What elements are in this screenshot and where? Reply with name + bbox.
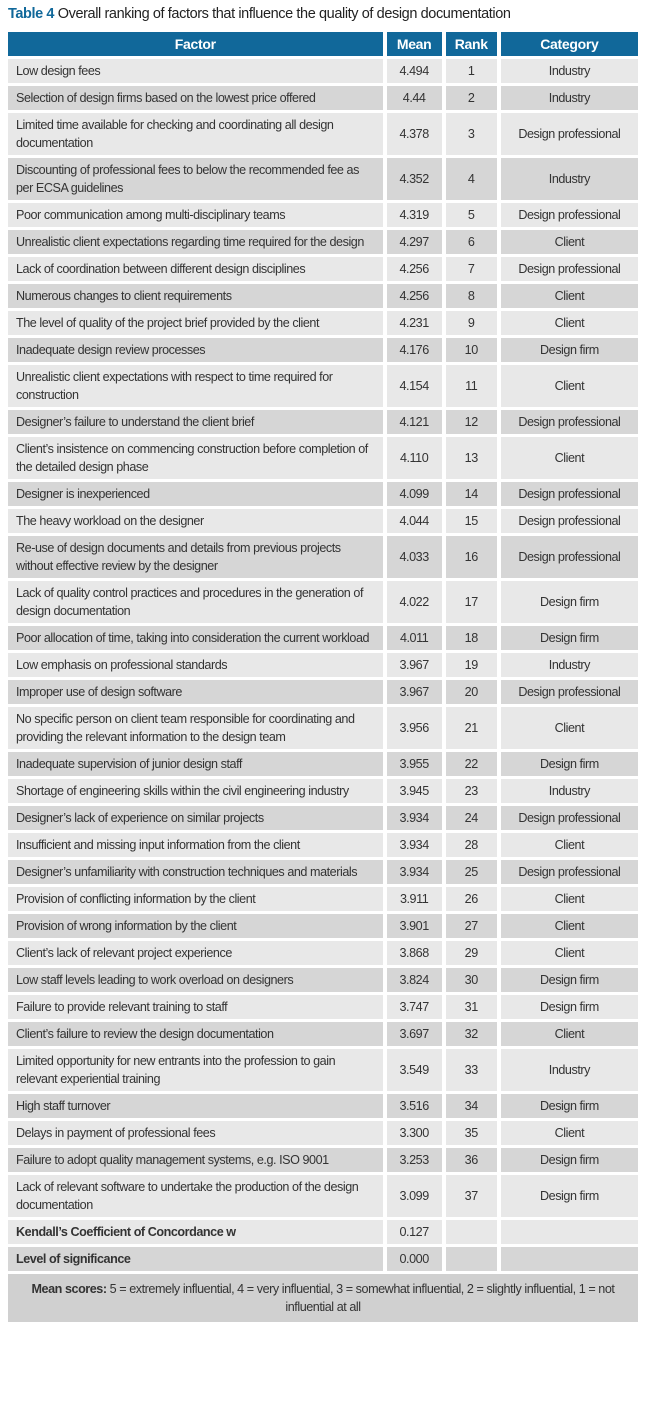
cell-factor: The level of quality of the project brief provided by the client (8, 311, 383, 335)
cell-factor: Low staff levels leading to work overload on designers (8, 968, 383, 992)
stat-row (8, 1220, 638, 1244)
cell-category: Client (501, 230, 638, 254)
cell-mean: 4.319 (387, 203, 442, 227)
cell-rank: 11 (446, 365, 497, 407)
cell-category: Industry (501, 653, 638, 677)
table-caption (8, 6, 511, 22)
cell-rank: 4 (446, 158, 497, 200)
cell-factor: Provision of wrong information by the client (8, 914, 383, 938)
cell-factor: Selection of design firms based on the lowest price offered (8, 86, 383, 110)
cell-rank: 3 (446, 113, 497, 155)
cell-category: Design firm (501, 1175, 638, 1217)
cell-category: Design professional (501, 410, 638, 434)
cell-factor: No specific person on client team responsible for coordinating and providing the relevant information to the design team (8, 707, 383, 749)
table-row (8, 1175, 638, 1217)
table-row (8, 437, 638, 479)
cell-rank: 28 (446, 833, 497, 857)
table-row (8, 626, 638, 650)
cell-mean: 4.176 (387, 338, 442, 362)
table-row (8, 230, 638, 254)
cell-factor: Failure to adopt quality management systems, e.g. ISO 9001 (8, 1148, 383, 1172)
table-row (8, 1049, 638, 1091)
stat-value: 0.000 (387, 1247, 442, 1271)
cell-category: Client (501, 887, 638, 911)
cell-mean: 4.297 (387, 230, 442, 254)
cell-rank: 18 (446, 626, 497, 650)
cell-mean: 3.934 (387, 860, 442, 884)
note-text: 5 = extremely influential, 4 = very influential, 3 = somewhat influential, 2 = slightly influential, 1 = not influential at all (106, 1282, 615, 1314)
cell-category: Industry (501, 59, 638, 83)
cell-category: Industry (501, 86, 638, 110)
stat-value: 0.127 (387, 1220, 442, 1244)
cell-factor: Designer’s lack of experience on similar projects (8, 806, 383, 830)
table-row (8, 257, 638, 281)
table-row (8, 410, 638, 434)
cell-rank: 24 (446, 806, 497, 830)
cell-category: Design firm (501, 338, 638, 362)
table-row (8, 752, 638, 776)
cell-mean: 4.352 (387, 158, 442, 200)
cell-mean: 4.256 (387, 284, 442, 308)
note-row (8, 1274, 638, 1322)
cell-factor: Inadequate supervision of junior design staff (8, 752, 383, 776)
cell-rank: 10 (446, 338, 497, 362)
cell-category: Client (501, 437, 638, 479)
cell-rank: 27 (446, 914, 497, 938)
ranking-table (4, 29, 642, 1325)
cell-rank: 32 (446, 1022, 497, 1046)
cell-rank: 6 (446, 230, 497, 254)
cell-factor: Unrealistic client expectations with respect to time required for construction (8, 365, 383, 407)
cell-category: Design professional (501, 257, 638, 281)
cell-factor: Lack of relevant software to undertake the production of the design documentation (8, 1175, 383, 1217)
cell-category: Design professional (501, 203, 638, 227)
table-row (8, 680, 638, 704)
cell-factor: The heavy workload on the designer (8, 509, 383, 533)
cell-mean: 3.956 (387, 707, 442, 749)
cell-factor: Shortage of engineering skills within the civil engineering industry (8, 779, 383, 803)
table-row (8, 59, 638, 83)
cell-rank: 9 (446, 311, 497, 335)
cell-factor: Lack of coordination between different design disciplines (8, 257, 383, 281)
cell-category: Design firm (501, 995, 638, 1019)
table-row (8, 779, 638, 803)
cell-mean: 3.697 (387, 1022, 442, 1046)
header-factor: Factor (8, 32, 383, 56)
empty-cell (501, 1247, 638, 1271)
cell-rank: 13 (446, 437, 497, 479)
table-row (8, 1094, 638, 1118)
table-row (8, 860, 638, 884)
cell-category: Design firm (501, 581, 638, 623)
cell-factor: Inadequate design review processes (8, 338, 383, 362)
cell-rank: 1 (446, 59, 497, 83)
cell-category: Client (501, 311, 638, 335)
cell-rank: 12 (446, 410, 497, 434)
cell-category: Client (501, 833, 638, 857)
cell-factor: Numerous changes to client requirements (8, 284, 383, 308)
cell-category: Industry (501, 1049, 638, 1091)
cell-factor: Delays in payment of professional fees (8, 1121, 383, 1145)
cell-mean: 4.494 (387, 59, 442, 83)
table-number: Table 4 (8, 6, 55, 22)
cell-factor: Low design fees (8, 59, 383, 83)
cell-rank: 2 (446, 86, 497, 110)
cell-mean: 4.231 (387, 311, 442, 335)
table-row (8, 707, 638, 749)
cell-factor: Designer’s failure to understand the client brief (8, 410, 383, 434)
note-label: Mean scores: (31, 1282, 107, 1296)
table-row (8, 941, 638, 965)
cell-mean: 3.099 (387, 1175, 442, 1217)
cell-mean: 3.911 (387, 887, 442, 911)
cell-category: Client (501, 1022, 638, 1046)
table-row (8, 1121, 638, 1145)
cell-rank: 21 (446, 707, 497, 749)
cell-mean: 3.300 (387, 1121, 442, 1145)
cell-mean: 3.747 (387, 995, 442, 1019)
table-row (8, 833, 638, 857)
cell-mean: 4.022 (387, 581, 442, 623)
stat-label: Level of significance (8, 1247, 383, 1271)
table-row (8, 482, 638, 506)
cell-mean: 3.824 (387, 968, 442, 992)
cell-mean: 3.934 (387, 806, 442, 830)
table-row (8, 365, 638, 407)
cell-category: Design professional (501, 113, 638, 155)
table-row (8, 806, 638, 830)
cell-mean: 3.901 (387, 914, 442, 938)
cell-rank: 15 (446, 509, 497, 533)
cell-rank: 5 (446, 203, 497, 227)
cell-rank: 36 (446, 1148, 497, 1172)
empty-cell (446, 1247, 497, 1271)
cell-category: Industry (501, 158, 638, 200)
cell-category: Client (501, 1121, 638, 1145)
cell-mean: 3.549 (387, 1049, 442, 1091)
cell-category: Design firm (501, 626, 638, 650)
cell-category: Design professional (501, 482, 638, 506)
empty-cell (501, 1220, 638, 1244)
cell-factor: Poor allocation of time, taking into consideration the current workload (8, 626, 383, 650)
cell-rank: 17 (446, 581, 497, 623)
table-row (8, 203, 638, 227)
cell-factor: Client’s insistence on commencing construction before completion of the detailed design phase (8, 437, 383, 479)
cell-factor: Insufficient and missing input information from the client (8, 833, 383, 857)
cell-category: Client (501, 284, 638, 308)
cell-mean: 4.44 (387, 86, 442, 110)
cell-factor: Designer is inexperienced (8, 482, 383, 506)
table-row (8, 509, 638, 533)
cell-mean: 4.099 (387, 482, 442, 506)
cell-rank: 33 (446, 1049, 497, 1091)
cell-mean: 4.011 (387, 626, 442, 650)
cell-factor: High staff turnover (8, 1094, 383, 1118)
cell-mean: 4.044 (387, 509, 442, 533)
table-row (8, 113, 638, 155)
table-row (8, 887, 638, 911)
cell-category: Design professional (501, 536, 638, 578)
table-title: Overall ranking of factors that influence the quality of design documentation (57, 6, 511, 22)
table-row (8, 653, 638, 677)
cell-mean: 3.945 (387, 779, 442, 803)
cell-rank: 22 (446, 752, 497, 776)
table-row (8, 338, 638, 362)
table-row (8, 86, 638, 110)
cell-rank: 23 (446, 779, 497, 803)
header-category: Category (501, 32, 638, 56)
cell-rank: 19 (446, 653, 497, 677)
table-row (8, 284, 638, 308)
cell-category: Industry (501, 779, 638, 803)
header-row (8, 32, 638, 56)
empty-cell (446, 1220, 497, 1244)
cell-rank: 29 (446, 941, 497, 965)
cell-category: Design professional (501, 509, 638, 533)
cell-rank: 31 (446, 995, 497, 1019)
cell-factor: Low emphasis on professional standards (8, 653, 383, 677)
cell-mean: 4.121 (387, 410, 442, 434)
table-row (8, 968, 638, 992)
cell-factor: Client’s failure to review the design documentation (8, 1022, 383, 1046)
cell-category: Client (501, 365, 638, 407)
stat-label: Kendall’s Coefficient of Concordance w (8, 1220, 383, 1244)
cell-rank: 7 (446, 257, 497, 281)
cell-category: Design firm (501, 968, 638, 992)
cell-category: Client (501, 941, 638, 965)
cell-category: Design firm (501, 752, 638, 776)
cell-mean: 3.967 (387, 653, 442, 677)
cell-mean: 3.934 (387, 833, 442, 857)
cell-mean: 4.378 (387, 113, 442, 155)
cell-rank: 14 (446, 482, 497, 506)
cell-mean: 3.253 (387, 1148, 442, 1172)
table-row (8, 914, 638, 938)
cell-factor: Lack of quality control practices and procedures in the generation of design documentation (8, 581, 383, 623)
cell-factor: Provision of conflicting information by the client (8, 887, 383, 911)
table-row (8, 1022, 638, 1046)
table-row (8, 995, 638, 1019)
cell-mean: 4.256 (387, 257, 442, 281)
cell-factor: Unrealistic client expectations regarding time required for the design (8, 230, 383, 254)
cell-category: Design professional (501, 680, 638, 704)
cell-rank: 20 (446, 680, 497, 704)
cell-factor: Designer’s unfamiliarity with construction techniques and materials (8, 860, 383, 884)
cell-rank: 25 (446, 860, 497, 884)
cell-category: Client (501, 914, 638, 938)
cell-mean: 3.955 (387, 752, 442, 776)
table-row (8, 536, 638, 578)
cell-rank: 8 (446, 284, 497, 308)
cell-rank: 26 (446, 887, 497, 911)
cell-factor: Failure to provide relevant training to staff (8, 995, 383, 1019)
cell-mean: 4.110 (387, 437, 442, 479)
cell-rank: 30 (446, 968, 497, 992)
cell-category: Design professional (501, 860, 638, 884)
cell-factor: Limited time available for checking and coordinating all design documentation (8, 113, 383, 155)
cell-mean: 3.967 (387, 680, 442, 704)
cell-category: Client (501, 707, 638, 749)
cell-factor: Poor communication among multi-disciplinary teams (8, 203, 383, 227)
cell-mean: 4.154 (387, 365, 442, 407)
cell-factor: Improper use of design software (8, 680, 383, 704)
table-row (8, 1148, 638, 1172)
cell-mean: 3.868 (387, 941, 442, 965)
cell-factor: Client’s lack of relevant project experience (8, 941, 383, 965)
table-row (8, 581, 638, 623)
cell-factor: Limited opportunity for new entrants into the profession to gain relevant experiential training (8, 1049, 383, 1091)
cell-factor: Discounting of professional fees to below the recommended fee as per ECSA guidelines (8, 158, 383, 200)
cell-rank: 37 (446, 1175, 497, 1217)
cell-category: Design professional (501, 806, 638, 830)
cell-rank: 34 (446, 1094, 497, 1118)
mean-scores-note (8, 1274, 638, 1322)
stat-row (8, 1247, 638, 1271)
header-mean: Mean (387, 32, 442, 56)
cell-category: Design firm (501, 1148, 638, 1172)
table-row (8, 158, 638, 200)
cell-mean: 3.516 (387, 1094, 442, 1118)
cell-rank: 16 (446, 536, 497, 578)
cell-mean: 4.033 (387, 536, 442, 578)
cell-rank: 35 (446, 1121, 497, 1145)
table-row (8, 311, 638, 335)
cell-factor: Re-use of design documents and details from previous projects without effective review by the designer (8, 536, 383, 578)
header-rank: Rank (446, 32, 497, 56)
cell-category: Design firm (501, 1094, 638, 1118)
